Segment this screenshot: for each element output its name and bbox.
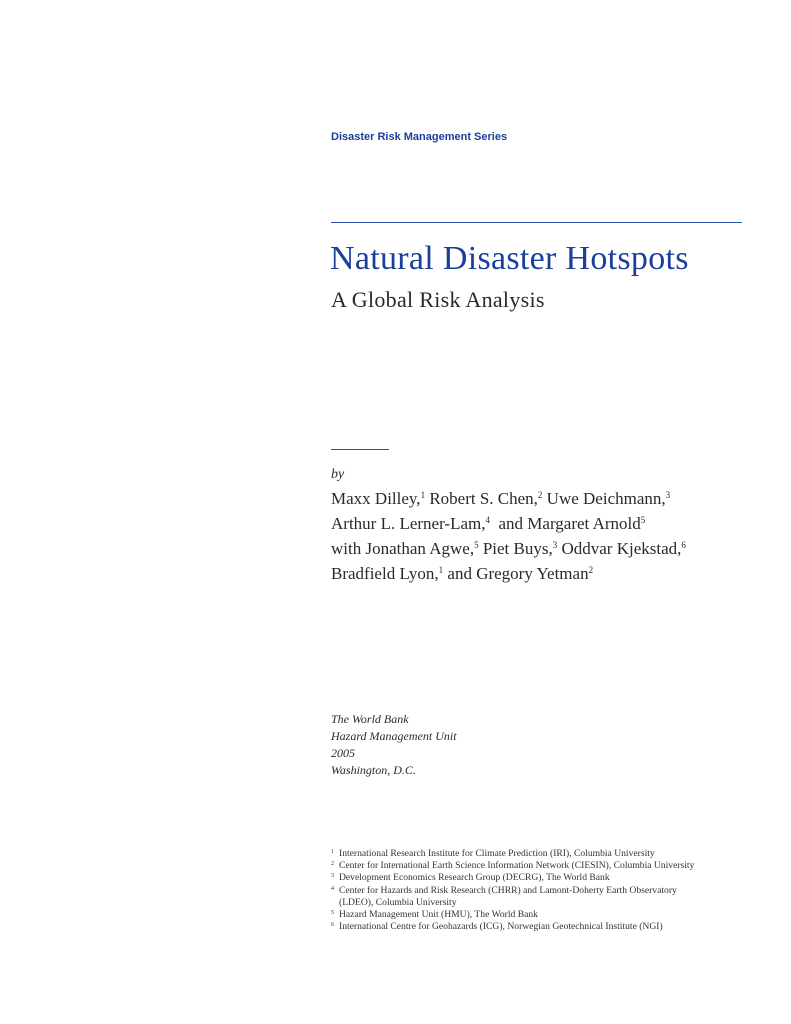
author-line-1 bbox=[331, 486, 686, 511]
footnote bbox=[331, 848, 694, 860]
author-affiliation-mark: 3 bbox=[552, 540, 558, 550]
author-affiliation-mark: 6 bbox=[681, 540, 686, 550]
footnote-number: 2 bbox=[331, 861, 334, 868]
footnote bbox=[331, 872, 694, 884]
footnote bbox=[331, 860, 694, 872]
author-affiliation-mark: 3 bbox=[665, 490, 671, 500]
author-affiliation-mark: 4 bbox=[485, 515, 490, 525]
author-name: Bradfield Lyon, bbox=[331, 564, 439, 583]
footnotes bbox=[331, 848, 694, 933]
series-label: Disaster Risk Management Series bbox=[331, 131, 508, 143]
footnote-number: 4 bbox=[331, 885, 334, 892]
footnote-continuation: (LDEO), Columbia University bbox=[339, 896, 457, 908]
footnote-number: 1 bbox=[331, 849, 334, 855]
author-affiliation-mark: 1 bbox=[420, 490, 426, 500]
footnote-text: Center for International Earth Science Information Network (CIESIN), Columbia University bbox=[339, 860, 695, 872]
footnote-number: 3 bbox=[331, 873, 334, 880]
publication-city: Washington, D.C. bbox=[331, 763, 416, 777]
author-name: Uwe Deichmann, bbox=[542, 489, 666, 508]
author-affiliation-mark: 1 bbox=[438, 565, 444, 575]
author-name: Robert S. Chen, bbox=[425, 489, 538, 508]
footnote-text: Hazard Management Unit (HMU), The World Bank bbox=[339, 909, 538, 921]
author-name: Piet Buys, bbox=[478, 539, 553, 558]
author-line-4 bbox=[331, 561, 686, 586]
footnote-text: Center for Hazards and Risk Research (CHRR) and Lamont-Doherty Earth Observatory bbox=[339, 884, 677, 896]
footnote-number: 6 bbox=[331, 922, 334, 929]
author-affiliation-mark: 5 bbox=[474, 540, 479, 550]
footnote-text: International Centre for Geohazards (ICG), Norwegian Geotechnical Institute (NGI) bbox=[339, 921, 663, 933]
author-affiliation-mark: 2 bbox=[537, 490, 543, 500]
footnote bbox=[331, 909, 694, 921]
footnote-text: International Research Institute for Climate Prediction (IRI), Columbia University bbox=[339, 848, 655, 859]
author-name: Maxx Dilley, bbox=[331, 489, 421, 508]
footnote-number: 5 bbox=[331, 910, 334, 917]
author-affiliation-mark: 2 bbox=[588, 565, 594, 575]
byline-divider bbox=[331, 449, 389, 450]
footnote-text: Development Economics Research Group (DECRG), The World Bank bbox=[339, 872, 610, 884]
author-name: Arthur L. Lerner-Lam, bbox=[331, 514, 486, 533]
author-line-2 bbox=[331, 511, 686, 536]
footnote bbox=[331, 885, 694, 897]
page-subtitle: A Global Risk Analysis bbox=[331, 287, 545, 312]
title-divider bbox=[331, 222, 742, 223]
author-list bbox=[331, 486, 686, 586]
author-name: and Margaret Arnold bbox=[489, 514, 641, 533]
publication-year: 2005 bbox=[331, 746, 355, 760]
author-name: and Gregory Yetman bbox=[443, 564, 589, 583]
author-affiliation-mark: 5 bbox=[640, 515, 646, 525]
publisher-unit: Hazard Management Unit bbox=[331, 729, 457, 743]
author-name: Oddvar Kjekstad, bbox=[557, 539, 682, 558]
footnote bbox=[331, 921, 694, 933]
publisher-org: The World Bank bbox=[331, 712, 409, 726]
author-name: with Jonathan Agwe, bbox=[331, 539, 475, 558]
publisher-block bbox=[331, 711, 457, 779]
author-line-3 bbox=[331, 536, 686, 561]
byline-label: by bbox=[331, 467, 345, 482]
page-title: Natural Disaster Hotspots bbox=[330, 240, 689, 277]
